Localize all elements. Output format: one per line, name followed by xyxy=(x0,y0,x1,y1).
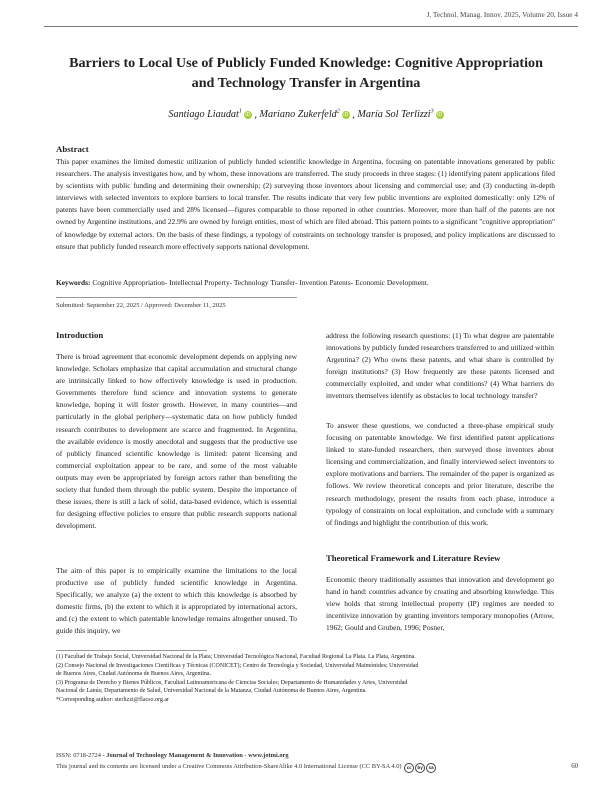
cc-sa-icon[interactable]: sa xyxy=(426,763,436,773)
orcid-icon[interactable]: iD xyxy=(245,112,251,119)
footnote-3-cont: Nacional de Lanús; Departamento de Salud, Universidad Nacional de la Matanza, Ciudad Autónoma de Buenos Aires, Argentina. xyxy=(56,688,367,694)
author-list: Santiago Liaudat$^1$iD , Mariano Zukerfeld$^2$iD , María Sol Terlizzi$^3$iD xyxy=(168,109,443,121)
running-header: J. Technol. Manag. Innov. 2025, Volume 20, Issue 4 xyxy=(426,10,578,19)
intro-paragraph-2: The aim of this paper is to empirically examine the limitations to the local productive use of publicly funded scientific knowledge in Argentina. Specifically, we analyze (a) the extent to which this knowledge is absorbed by domestic firms, (b) the extent to which it is appropriated by international actors, and (c) the extent to which patentable knowledge remains altogether unused. To guide this inquiry, we xyxy=(56,566,297,636)
title-line-2: and Technology Transfer in Argentina xyxy=(191,75,421,91)
footnote-2: (2) Consejo Nacional de Investigaciones Científicas y Técnicas (CONICET); Centro de Tecnología y Sociedad, Universidad Maimónides; Universidad xyxy=(56,663,419,669)
abstract-text: This paper examines the limited domestic utilization of publicly funded scientific knowledge in Argentina, focusing on patentable innovations generated by public researchers. The analysis investigates how, and by whom, these innovations are transferred. The study proceeds in three stages: (1) identifying patent applications filed by scientists with public funding and determining their ownership; (2) surveying those inventors about licensing and commercial use; and (3) conducting in-depth interviews with selected inventors to explore barriers to local transfer. The results indicate that very few public inventions are exploited domestically: only 12% of patents have been commercially used and 28% licensed—figures comparable to those reported in other countries. Moreover, more than half of the patents are not owned by Argentine institutions, and 22.9% are owned by foreign entities, most of which are filed abroad. This pattern points to a significant "cognitive appropriation" of knowledge by external actors. On the basis of these findings, a typology of constraints on technology transfer is proposed, and policy implications are discussed to ensure that publicly funded research more effectively supports national development. xyxy=(56,157,555,251)
orcid-icon[interactable]: iD xyxy=(436,112,443,119)
theory-heading: Theoretical Framework and Literature Review xyxy=(326,553,501,563)
page-number: 60 xyxy=(571,763,578,770)
introduction-heading: Introduction xyxy=(56,330,104,340)
theory-paragraph-1: Economic theory traditionally assumes that innovation and development go hand in hand: countries advance by creating and absorbing knowledge. This view holds that strong intellectual property (IP) regimes are needed to incentivize innovation by granting inventors temporary monopolies (Arrow, 1962; Gould and Gruben, 1996; Posner, xyxy=(326,575,554,633)
keywords: Keywords: Cognitive Appropriation- Intellectual Property- Technology Transfer- Invention Patents- Economic Development. xyxy=(56,278,429,287)
cc-by-icon[interactable]: by xyxy=(415,763,425,773)
cc-icon[interactable]: cc xyxy=(404,763,414,773)
keywords-rule xyxy=(56,297,297,298)
footnote-2-cont: de Buenos Aires, Ciudad Autónoma de Buenos Aires, Argentina. xyxy=(56,671,212,677)
paper-title xyxy=(50,53,562,93)
col2-paragraph-1: address the following research questions: (1) To what degree are patentable innovations by publicly funded researchers transferred to and utilized within Argentina? (2) Who owns these patents, and what share is controlled by foreign institutions? (3) How frequently are these patents licensed and commercially exploited, and under what conditions? (4) What barriers do inventors themselves identify as obstacles to local technology transfer? xyxy=(326,331,554,401)
footer-journal-link[interactable]: Journal of Technology Management & Innovation - www.jotmi.org xyxy=(106,752,289,759)
footer-license: This journal and its contents are licensed under a Creative Commons Attribution-ShareAlike 4.0 International License (CC BY-SA 4.0) cc by sa xyxy=(56,763,436,773)
orcid-icon[interactable]: iD xyxy=(343,112,349,119)
submission-dates: Submitted: September 22, 2025 / Approved: December 11, 2025 xyxy=(56,302,226,309)
title-line-1: Barriers to Local Use of Publicly Funded Knowledge: Cognitive Appropriation xyxy=(69,55,543,71)
author-1: Santiago Liaudat$^1$iD xyxy=(168,109,251,121)
corresponding-author: *Corresponding author: sterlizzi@flacso.org.ar xyxy=(56,697,170,703)
footnote-1: (1) Facultad de Trabajo Social, Universidad Nacional de la Plata; Universidad Tecnológica Nacional, Facultad Regional La Plata. La Plata, Argentina. xyxy=(56,654,416,660)
intro-paragraph-1: There is broad agreement that economic development depends on applying new knowledge. Scholars emphasize that capital accumulation and structural change are intrinsically linked to how effectively knowledge is used in production. Governments therefore fund science and innovation systems to generate knowledge, hoping it will foster growth. However, in many countries—and particularly in the global periphery—systematic data on how publicly funded research contributes to development are scarce and fragmented. In Argentina, the available evidence is mostly anecdotal and suggests that the productive use of publicly financed scientific knowledge is limited: patent licensing and commercial exploitation appear to be rare, and some of the most valuable outputs may even be appropriated by foreign actors rather than benefiting the society that funded them through the public system. Despite the importance of these issues, there is still a lack of solid, data-based evidence, which is essential for designing effective policies to ensure that public research supports national development. xyxy=(56,352,297,531)
footnote-rule xyxy=(56,650,207,651)
abstract-heading: Abstract xyxy=(56,144,89,154)
header-rule xyxy=(44,26,578,27)
col2-paragraph-2: To answer these questions, we conducted a three-phase empirical study focusing on patentable knowledge. We first identified patent applications linked to state-funded researchers, then surveyed those inventors about licensing and commercialization, and finally interviewed select inventors to explore motivations and barriers. The remainder of the paper is organized as follows. We review theoretical concepts and prior literature, describe the research methodology, present the results from each phase, introduce a typology of constraints on local exploitation, and conclude with a summary of findings and highlight the contribution of this work. xyxy=(326,421,554,527)
footer-issn: ISSN: 0718-2724 - Journal of Technology Management & Innovation - www.jotmi.org xyxy=(56,752,289,759)
author-3: María Sol Terlizzi$^3$iD xyxy=(357,109,443,121)
author-2: Mariano Zukerfeld$^2$iD xyxy=(259,109,349,121)
footnote-3: (3) Programa de Derecho y Bienes Públicos, Facultad Latinoamericana de Ciencias Sociales; Departamento de Humanidades y Artes, Universidad xyxy=(56,680,408,686)
